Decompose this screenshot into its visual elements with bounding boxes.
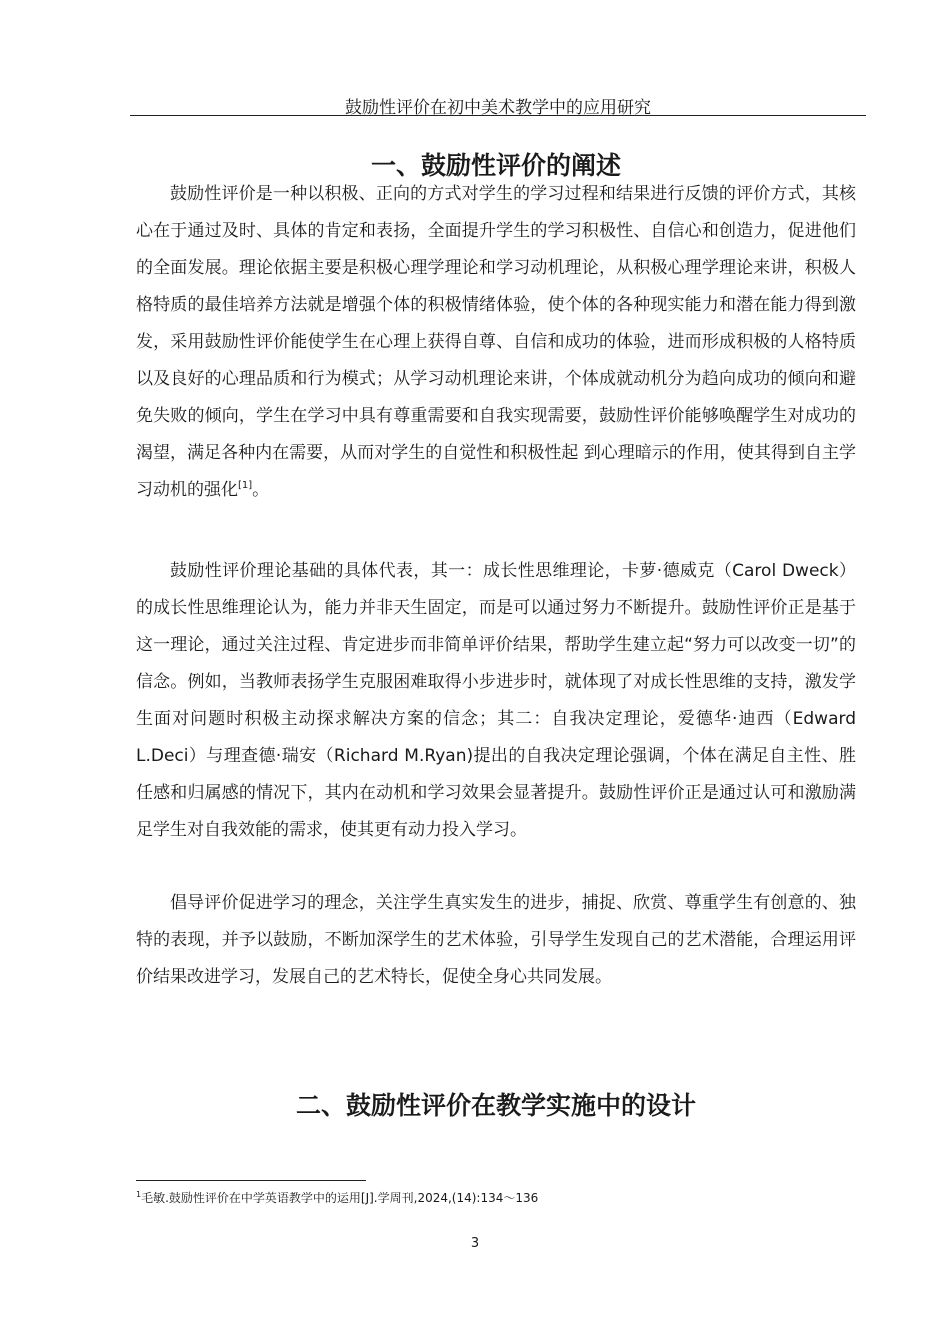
footnote-divider <box>136 1180 366 1181</box>
section-1-paragraph-1 <box>136 176 856 509</box>
paragraph-1-end: 。 <box>252 480 270 500</box>
footnote-marker: 1 <box>136 1190 142 1199</box>
footnote <box>136 1189 538 1206</box>
running-header: 鼓励性评价在初中美术教学中的应用研究 <box>345 98 651 118</box>
section-1-heading: 一、鼓励性评价的阐述 <box>370 151 621 180</box>
section-1-paragraph-2: 鼓励性评价理论基础的具体代表，其一：成长性思维理论，卡萝·德威克（Carol Dweck）的成长性思维理论认为，能力并非天生固定，而是可以通过努力不断提升。鼓励性评价正是基于这一理论，通过关注过程、肯定进步而非简单评价结果，帮助学生建立起“努力可以改变一切”的信念。例如，当教师表扬学生克服困难取得小步进步时，就体现了对成长性思维的支持，激发学生面对问题时积极主动探求解决方案的信念；其二：自我决定理论，爱德华·迪西（Edward L.Deci）与理查德·瑞安（Richard M.Ryan)提出的自我决定理论强调，个体在满足自主性、胜任感和归属感的情况下，其内在动机和学习效果会显著提升。鼓励性评价正是通过认可和激励满足学生对自我效能的需求，使其更有动力投入学习。 <box>136 561 856 840</box>
paragraph-1-text: 鼓励性评价是一种以积极、正向的方式对学生的学习过程和结果进行反馈的评价方式，其核心在于通过及时、具体的肯定和表扬，全面提升学生的学习积极性、自信心和创造力，促进他们的全面发展。理论依据主要是积极心理学理论和学习动机理论，从积极心理学理论来讲，积极人格特质的最佳培养方法就是增强个体的积极情绪体验，使个体的各种现实能力和潜在能力得到激发，采用鼓励性评价能使学生在心理上获得自尊、自信和成功的体验，进而形成积极的人格特质以及良好的心理品质和行为模式；从学习动机理论来讲，个体成就动机分为趋向成功的倾向和避免失败的倾向，学生在学习中具有尊重需要和自我实现需要，鼓励性评价能够唤醒学生对成功的渴望，满足各种内在需要，从而对学生的自觉性和积极性起 到心理暗示的作用，使其得到自主学习动机的强化 <box>136 184 856 500</box>
citation-ref[interactable]: [1] <box>238 480 253 491</box>
section-1-paragraph-3: 倡导评价促进学习的理念，关注学生真实发生的进步，捕捉、欣赏、尊重学生有创意的、独特的表现，并予以鼓励，不断加深学生的艺术体验，引导学生发现自己的艺术潜能，合理运用评价结果改进学习，发展自己的艺术特长，促使全身心共同发展。 <box>136 893 856 987</box>
page-number: 3 <box>470 1236 480 1251</box>
footnote-text: 毛敏.鼓励性评价在中学英语教学中的运用[J].学周刊,2024,(14):134～136 <box>141 1191 539 1205</box>
header-divider <box>130 115 866 116</box>
section-2-heading: 二、鼓励性评价在教学实施中的设计 <box>295 1091 696 1120</box>
